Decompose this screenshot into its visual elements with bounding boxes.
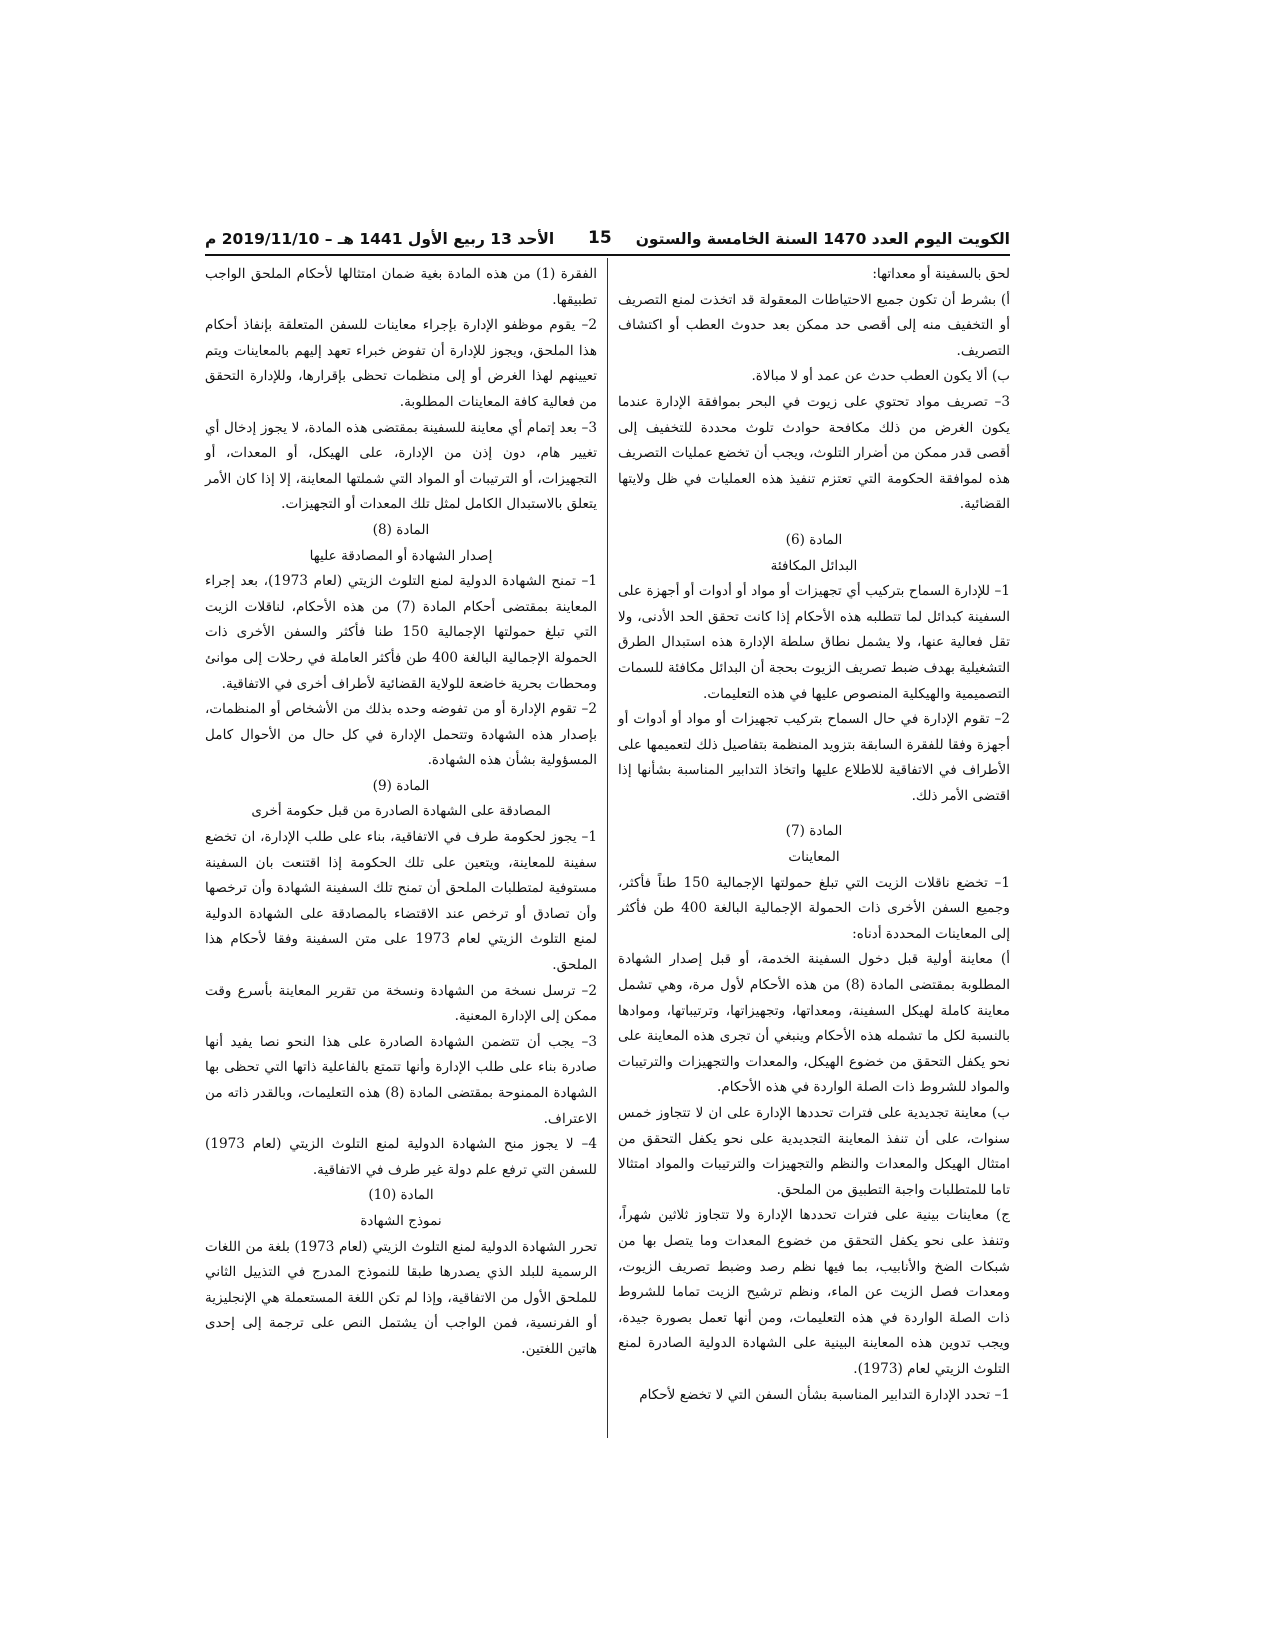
paragraph: 3– بعد إتمام أي معاينة للسفينة بمقتضى هذه المادة، لا يجوز إدخال أي تغيير هام، دون إذن من الإدارة، على الهيكل، أو المعدات، أو التجهيزات، أو الترتيبات أو المواد التي شملتها المعاينة، إلا إذا كان الأمر يتعلق بالاستبدال الكامل لمثل تلك المعدات أو التجهيزات.	[205, 419, 597, 513]
paragraph: 1– تمنح الشهادة الدولية لمنع التلوث الزيتي (لعام 1973)، بعد إجراء المعاينة بمقتضى أحكام المادة (7) من هذه الأحكام، لناقلات الزيت التي تبلغ حمولتها الإجمالية 150 طنا فأكثر والسفن الأخرى ذات الحمولة الإجمالية البالغة 400 طن فأكثر العاملة في رحلات إلى موانئ ومحطات بحرية خاضعة للولاية القضائية لأطراف أخرى في الاتفاقية.	[205, 573, 597, 692]
article-heading: المصادقة على الشهادة الصادرة من قبل حكومة أخرى	[251, 803, 551, 820]
right-column	[618, 262, 1010, 1408]
article-heading: المادة (10)	[368, 1187, 434, 1204]
paragraph: ب) ألا يكون العطب حدث عن عمد أو لا مبالاة.	[751, 368, 1010, 385]
paragraph: 4– لا يجوز منح الشهادة الدولية لمنع التلوث الزيتي (لعام 1973) للسفن التي ترفع علم دولة غير طرف في الاتفاقية.	[205, 1136, 597, 1178]
paragraph: 3– يجب أن تتضمن الشهادة الصادرة على هذا النحو نصا يفيد أنها صادرة بناء على طلب الإدارة وأنها تتمتع بالفاعلية ذاتها التي تحظى بها الشهادة الممنوحة بمقتضى المادة (8) هذه التعليمات، وبالقدر ذاته من الاعتراف.	[205, 1033, 597, 1127]
header-gazette-title: الكويت اليوم العدد 1470 السنة الخامسة والستون	[635, 230, 1010, 248]
header-date: الأحد 13 ربيع الأول 1441 هـ – 2019/11/10 م	[205, 230, 555, 248]
paragraph: 1– يجوز لحكومة طرف في الاتفاقية، بناء على طلب الإدارة، ان تخضع سفينة للمعاينة، ويتعين على تلك الحكومة إذا اقتنعت بان السفينة مستوفية لمتطلبات الملحق أن تمنح تلك السفينة الشهادة وأن ترخصها وأن تصادق أو ترخص عند الاقتضاء بالمصادقة على الشهادة الدولية لمنع التلوث الزيتي لعام 1973 على متن السفينة وفقا لأحكام هذا الملحق.	[205, 829, 597, 974]
paragraph: تحرر الشهادة الدولية لمنع التلوث الزيتي (لعام 1973) بلغة من اللغات الرسمية للبلد الذي يصدرها طبقا للنموذج المدرج في التذييل الثاني للملحق الأول من الاتفاقية، وإذا لم تكن اللغة المستعملة هي الإنجليزية أو الفرنسية، فمن الواجب أن يشتمل النص على ترجمة إلى إحدى هاتين اللغتين.	[205, 1238, 597, 1357]
article-heading: المادة (8)	[372, 521, 430, 538]
page-header	[205, 228, 1010, 254]
paragraph: ب) معاينة تجديدية على فترات تحددها الإدارة على ان لا تتجاوز خمس سنوات، على أن تنفذ المعاينة التجديدية على نحو يكفل التحقق من امتثال الهيكل والمعدات والنظم والتجهيزات والترتيبات والمواد امتثالا تاما للمتطلبات واجبة التطبيق من الملحق.	[618, 1105, 1010, 1198]
article-heading: المعاينات	[788, 849, 840, 866]
paragraph: 2– يقوم موظفو الإدارة بإجراء معاينات للسفن المتعلقة بإنفاذ أحكام هذا الملحق، ويجوز للإدارة أن تفوض خبراء تعهد إليهم بالمعاينات ويتم تعيينهم لهذا الغرض أو إلى منظمات تحظى بإقرارها، وللإدارة التحقق من فعالية كافة المعاينات المطلوبة.	[205, 317, 597, 410]
paragraph: 1– للإدارة السماح بتركيب أي تجهيزات أو مواد أو أدوات أو أجهزة على السفينة كبدائل لما تتطلبه هذه الأحكام إذا كانت تحقق الحد الأدنى، ولا تقل فعالية عنها، ولا يشمل نطاق سلطة الإدارة هذه استبدال الطرق التشغيلية بهدف ضبط تصريف الزيوت بحجة أن البدائل مكافئة للسمات التصميمية والهيكلية المنصوص عليها في هذه التعليمات.	[618, 583, 1010, 702]
article-heading: المادة (7)	[785, 823, 843, 840]
article-heading: البدائل المكافئة	[770, 557, 858, 574]
paragraph: 1– تحدد الإدارة التدابير المناسبة بشأن السفن التي لا تخضع لأحكام	[639, 1386, 1010, 1403]
paragraph: لحق بالسفينة أو معداتها:	[872, 266, 1010, 282]
left-column	[205, 262, 597, 1363]
document-page	[205, 228, 1010, 1403]
paragraph: 1– تخضع ناقلات الزيت التي تبلغ حمولتها الإجمالية 150 طناً فأكثر، وجميع السفن الأخرى ذات الحمولة الإجمالية البالغة 400 طن فأكثر إلى المعاينات المحددة أدناه:	[618, 874, 1010, 942]
paragraph: أ) بشرط أن تكون جميع الاحتياطات المعقولة قد اتخذت لمنع التصريف أو التخفيف منه إلى أقصى حد ممكن بعد حدوث العطب أو اكتشاف التصريف.	[618, 291, 1010, 359]
paragraph: 2– تقوم الإدارة أو من تفوضه وحده بذلك من الأشخاص أو المنظمات، بإصدار هذه الشهادة وتتحمل الإدارة في كل حال من الأحوال كامل المسؤولية بشأن هذه الشهادة.	[205, 701, 597, 769]
paragraph: 3– تصريف مواد تحتوي على زيوت في البحر بموافقة الإدارة عندما يكون الغرض من ذلك مكافحة حوادث تلوث محددة للتخفيف إلى أقصى قدر ممكن من أضرار التلوث، ويجب أن تخضع عمليات التصريف هذه لموافقة الحكومة التي تعتزم تنفيذ هذه العمليات في ظل ولايتها القضائية.	[618, 393, 1010, 513]
article-heading: المادة (9)	[372, 777, 430, 794]
header-rule	[205, 254, 1010, 256]
article-heading: المادة (6)	[785, 531, 843, 548]
paragraph: أ) معاينة أولية قبل دخول السفينة الخدمة، أو قبل إصدار الشهادة المطلوبة بمقتضى المادة (8) من هذه الأحكام لأول مرة، وهي تشمل معاينة كاملة لهيكل السفينة، ومعداتها، وتجهيزاتها، وترتيباتها، وموادها بالنسبة لكل ما تشمله هذه الأحكام وينبغي أن تجرى هذه المعاينة على نحو يكفل التحقق من خضوع الهيكل، والمعدات والتجهيزات والترتيبات والمواد للشروط ذات الصلة الواردة في هذه الأحكام.	[618, 951, 1010, 1096]
page-number: 15	[588, 228, 612, 248]
column-divider	[607, 258, 608, 1438]
paragraph: 2– تقوم الإدارة في حال السماح بتركيب تجهيزات أو مواد أو أدوات أو أجهزة وفقا للفقرة السابقة بتزويد المنظمة بتفاصيل ذلك لتعميمها على الأطراف في الاتفاقية للاطلاع عليها واتخاذ التدابير المناسبة بشأنها إذا اقتضى الأمر ذلك.	[618, 711, 1010, 804]
article-heading: إصدار الشهادة أو المصادقة عليها	[309, 547, 493, 564]
paragraph: 2– ترسل نسخة من الشهادة ونسخة من تقرير المعاينة بأسرع وقت ممكن إلى الإدارة المعنية.	[205, 982, 597, 1025]
paragraph: ج) معاينات بينية على فترات تحددها الإدارة ولا تتجاوز ثلاثين شهراً، وتنفذ على نحو يكفل التحقق من خضوع المعدات وما يتصل بها من شبكات الضخ والأنابيب، بما فيها نظم رصد وضبط تصريف الزيوت، ومعدات فصل الزيت عن الماء، ونظم ترشيح الزيت تماما للشروط ذات الصلة الواردة في هذه التعليمات، ومن أنها تعمل بصورة جيدة، ويجب تدوين هذه المعاينة البينية على الشهادة الدولية الصادرة لمنع التلوث الزيتي لعام (1973).	[618, 1207, 1010, 1377]
paragraph: الفقرة (1) من هذه المادة بغية ضمان امتثالها لأحكام الملحق الواجب تطبيقها.	[205, 266, 597, 308]
article-heading: نموذج الشهادة	[360, 1212, 442, 1229]
